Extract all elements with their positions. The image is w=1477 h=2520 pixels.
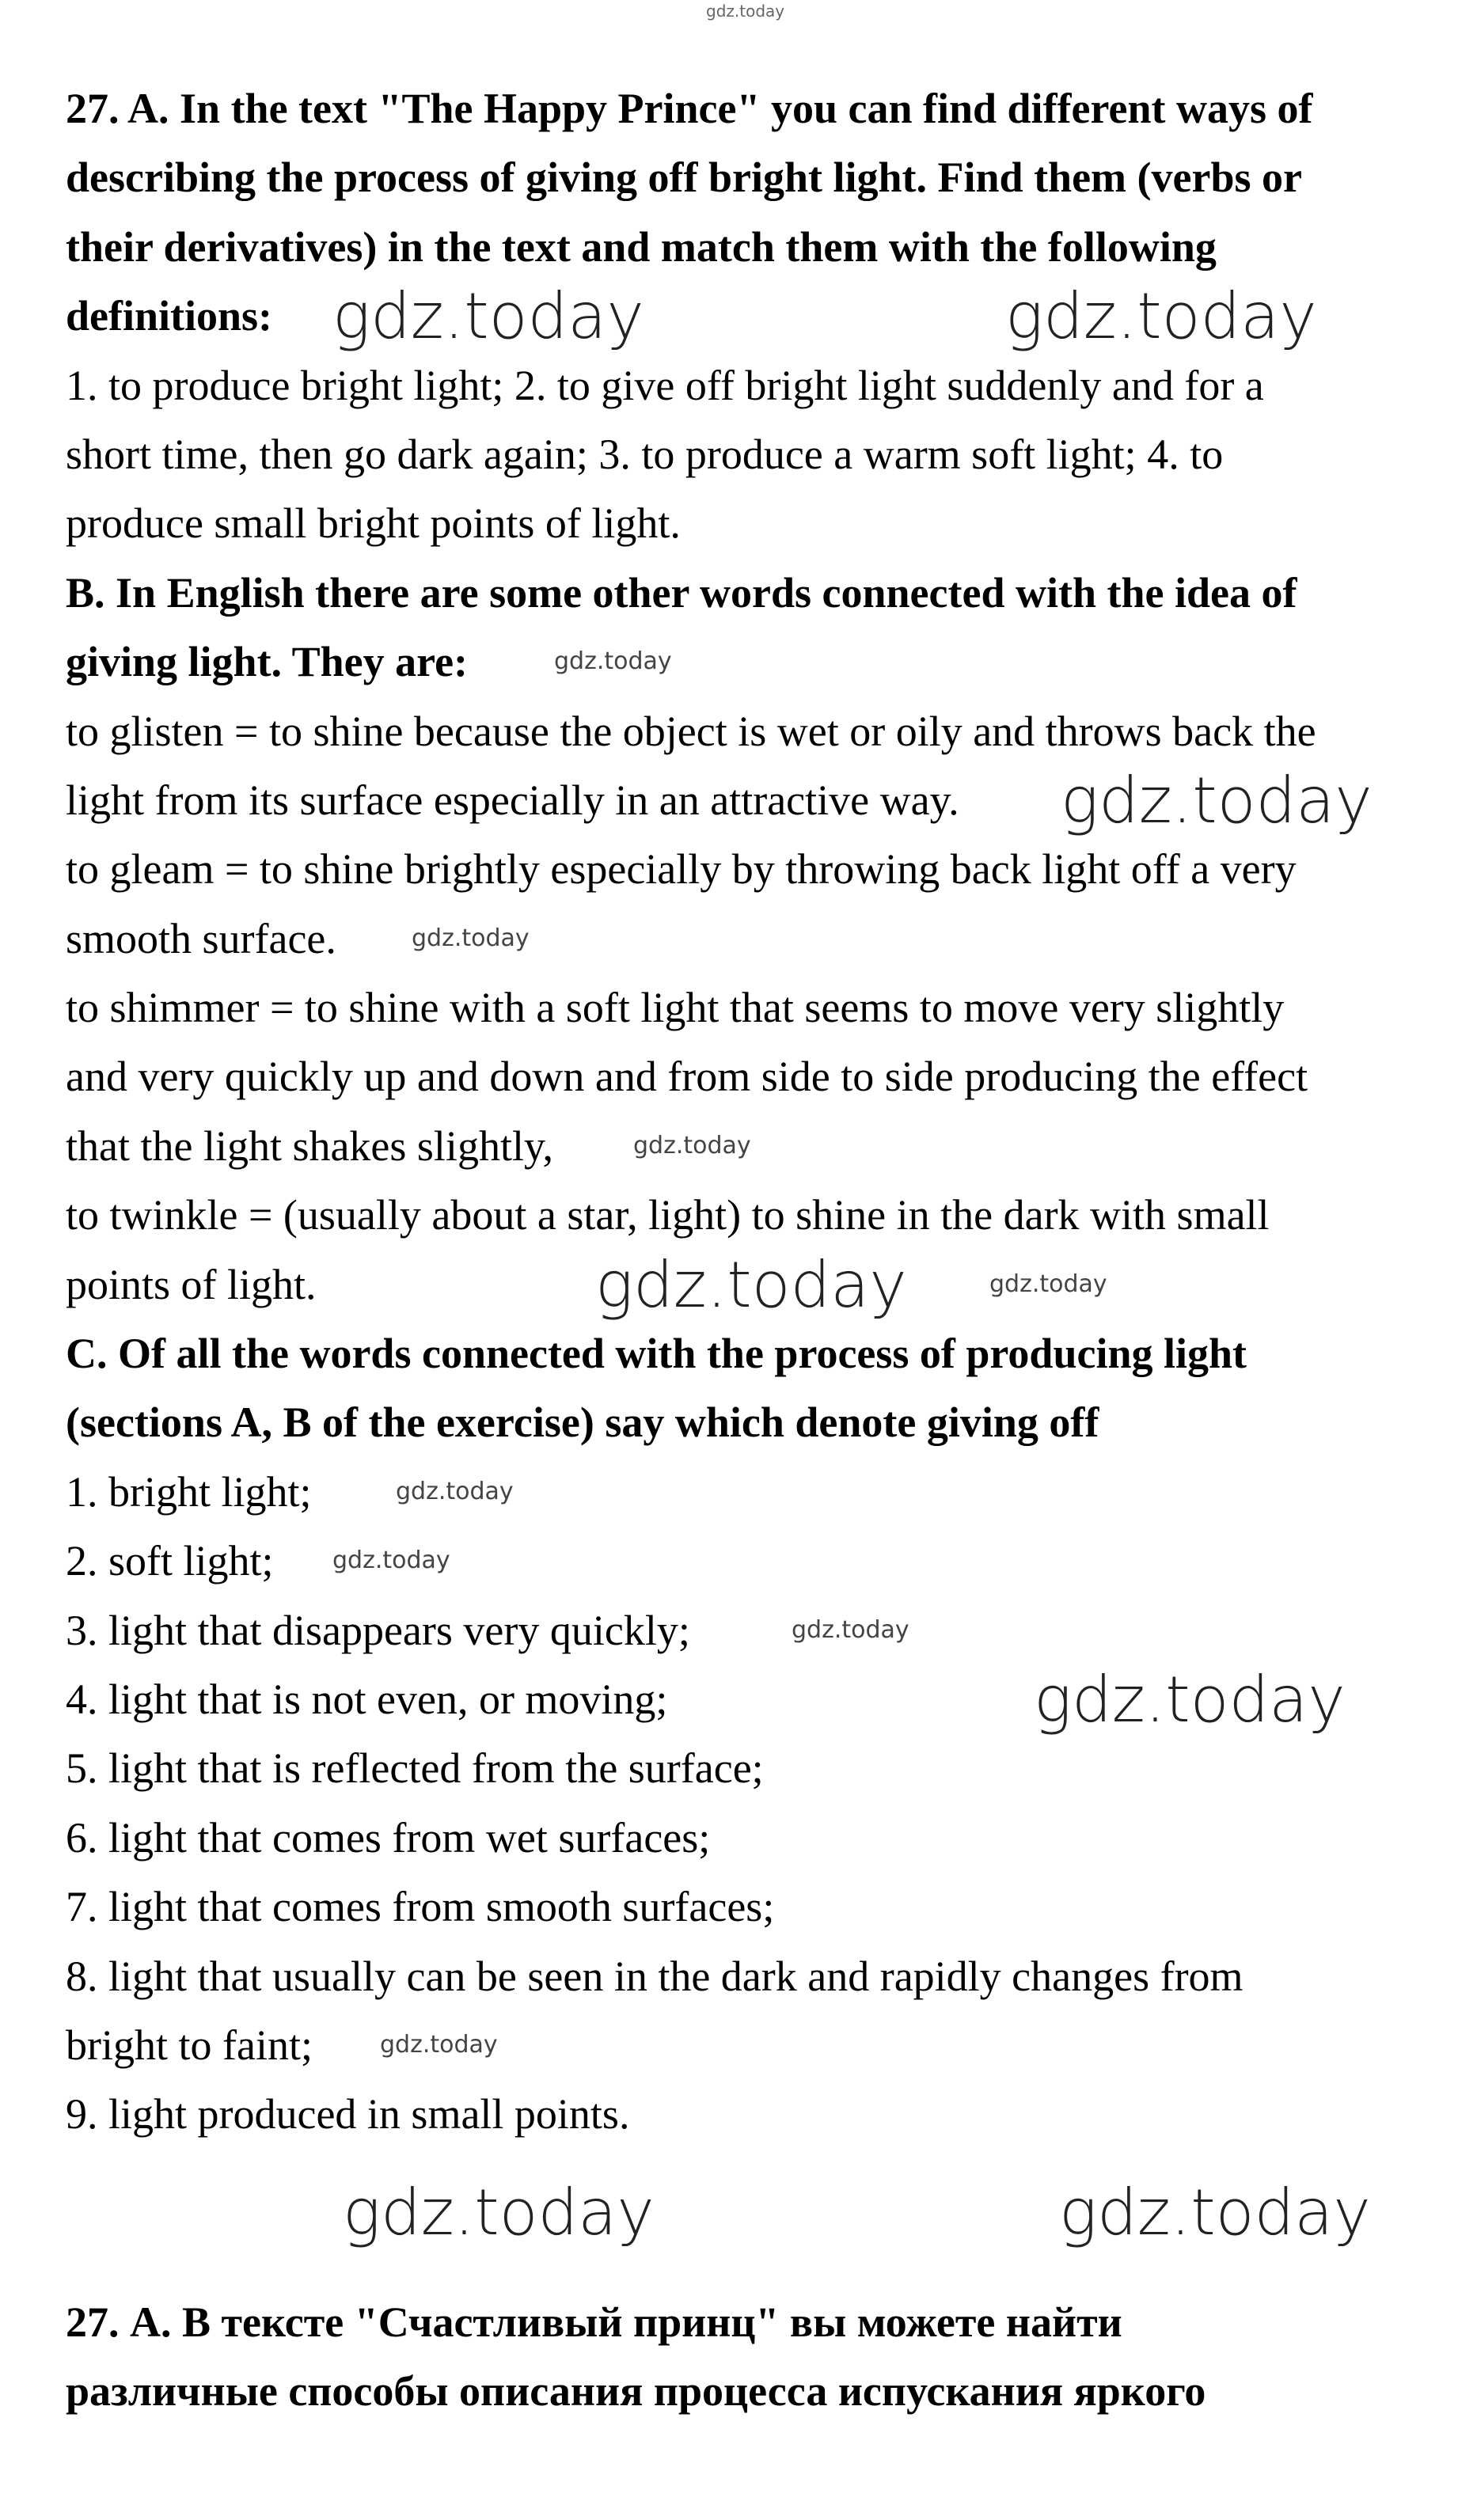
exercise-text-line: to gleam = to shine brightly especially by throwing back light off a very <box>66 845 1297 894</box>
watermark: gdz.today <box>396 1478 514 1505</box>
exercise-text-line: to twinkle = (usually about a star, light) to shine in the dark with small <box>66 1191 1270 1239</box>
exercise-text-line: 2. soft light; <box>66 1537 274 1585</box>
exercise-text-line: to glisten = to shine because the object is wet or oily and throws back the <box>66 707 1316 755</box>
watermark: gdz.today <box>633 1132 751 1159</box>
watermark: gdz.today <box>1005 279 1317 353</box>
exercise-heading-line: B. In English there are some other words connected with the idea of <box>66 568 1297 617</box>
exercise-text-line: short time, then go dark again; 3. to produce a warm soft light; 4. to <box>66 430 1224 478</box>
exercise-heading-line: giving light. They are: <box>66 638 469 686</box>
exercise-heading-line: C. Of all the words connected with the process of producing light <box>66 1330 1247 1378</box>
watermark: gdz.today <box>332 279 644 353</box>
exercise-heading-line: 27. A. In the text "The Happy Prince" you can find different ways of <box>66 85 1313 132</box>
exercise-text-line: smooth surface. <box>66 914 336 962</box>
exercise-text-line: 3. light that disappears very quickly; <box>66 1606 690 1654</box>
watermark: gdz.today <box>343 2176 655 2249</box>
watermark: gdz.today <box>1034 1663 1346 1736</box>
watermark: gdz.today <box>412 924 530 952</box>
exercise-text-line: 5. light that is reflected from the surface; <box>66 1744 764 1793</box>
exercise-text-line: 1. bright light; <box>66 1467 312 1516</box>
exercise-text-line: 7. light that comes from smooth surfaces; <box>66 1883 775 1931</box>
exercise-heading-line: (sections A, B of the exercise) say which denote giving off <box>66 1399 1099 1447</box>
russian-heading-line: 27. А. В тексте "Счастливый принц" вы можете найти <box>66 2298 1122 2346</box>
exercise-text-line: points of light. <box>66 1260 317 1308</box>
watermark: gdz.today <box>554 647 672 675</box>
watermark: gdz.today <box>1061 764 1373 837</box>
exercise-text-line: to shimmer = to shine with a soft light that seems to move very slightly <box>66 984 1285 1032</box>
exercise-text-line: light from its surface especially in an attractive way. <box>66 776 959 824</box>
watermark: gdz.today <box>1059 2176 1371 2249</box>
watermark: gdz.today <box>380 2031 498 2059</box>
exercise-text-line: and very quickly up and down and from side to side producing the effect <box>66 1053 1308 1101</box>
exercise-text-line: 4. light that is not even, or moving; <box>66 1675 668 1723</box>
exercise-text-line: that the light shakes slightly, <box>66 1121 553 1170</box>
exercise-text-line: produce small bright points of light. <box>66 499 681 548</box>
exercise-text-line: bright to faint; <box>66 2021 313 2069</box>
watermark: gdz.today <box>989 1270 1107 1298</box>
watermark: gdz.today <box>595 1248 907 1322</box>
exercise-heading-line: their derivatives) in the text and match them with the following <box>66 222 1217 271</box>
russian-heading-line: различные способы описания процесса испускания яркого <box>66 2366 1206 2415</box>
exercise-text-line: 6. light that comes from wet surfaces; <box>66 1813 711 1862</box>
exercise-text-line: 9. light produced in small points. <box>66 2090 630 2139</box>
exercise-heading-line: definitions: <box>66 292 273 340</box>
watermark: gdz.today <box>792 1616 909 1644</box>
watermark: gdz.today <box>706 2 785 21</box>
exercise-heading-line: describing the process of giving off bright light. Find them (verbs or <box>66 154 1302 202</box>
exercise-text-line: 8. light that usually can be seen in the dark and rapidly changes from <box>66 1952 1243 2000</box>
watermark: gdz.today <box>332 1547 450 1574</box>
exercise-text-line: 1. to produce bright light; 2. to give off bright light suddenly and for a <box>66 361 1264 409</box>
